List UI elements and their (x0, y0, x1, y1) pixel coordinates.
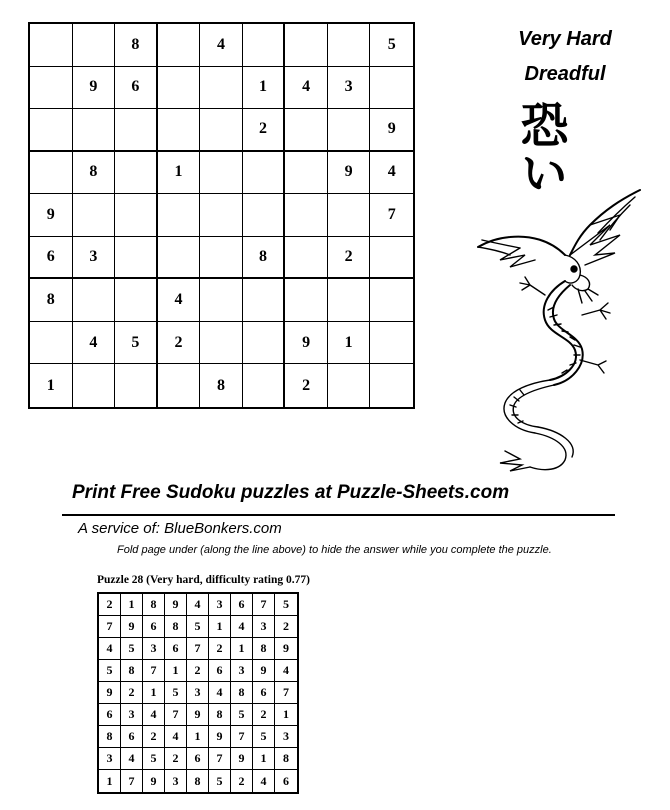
puzzle-cell[interactable] (200, 152, 243, 195)
puzzle-cell[interactable] (285, 279, 328, 322)
answer-cell: 9 (253, 660, 275, 682)
puzzle-cell[interactable]: 6 (30, 237, 73, 280)
answer-cell: 5 (253, 726, 275, 748)
puzzle-cell[interactable] (243, 152, 286, 195)
answer-cell: 6 (187, 748, 209, 770)
answer-cell: 4 (165, 726, 187, 748)
puzzle-cell[interactable] (73, 24, 116, 67)
puzzle-cell[interactable] (30, 24, 73, 67)
answer-cell: 2 (231, 770, 253, 792)
puzzle-cell[interactable] (30, 322, 73, 365)
puzzle-cell[interactable]: 8 (30, 279, 73, 322)
answer-cell: 2 (253, 704, 275, 726)
answer-cell: 7 (121, 770, 143, 792)
answer-cell: 2 (275, 616, 297, 638)
puzzle-cell[interactable] (328, 109, 371, 152)
answer-cell: 4 (275, 660, 297, 682)
answer-cell: 8 (99, 726, 121, 748)
answer-cell: 5 (165, 682, 187, 704)
answer-cell: 2 (143, 726, 165, 748)
puzzle-cell[interactable] (285, 24, 328, 67)
puzzle-cell[interactable] (285, 237, 328, 280)
answer-grid (97, 592, 299, 794)
answer-cell: 2 (121, 682, 143, 704)
puzzle-cell[interactable] (285, 152, 328, 195)
puzzle-cell[interactable]: 2 (328, 237, 371, 280)
puzzle-cell[interactable]: 4 (158, 279, 201, 322)
answer-cell: 3 (253, 616, 275, 638)
puzzle-cell[interactable] (243, 194, 286, 237)
puzzle-cell[interactable]: 2 (243, 109, 286, 152)
answer-cell: 3 (165, 770, 187, 792)
answer-cell: 9 (209, 726, 231, 748)
puzzle-cell[interactable] (115, 237, 158, 280)
answer-cell: 4 (253, 770, 275, 792)
puzzle-cell[interactable]: 6 (115, 67, 158, 110)
puzzle-cell[interactable] (158, 364, 201, 407)
answer-cell: 7 (99, 616, 121, 638)
puzzle-cell[interactable] (285, 109, 328, 152)
answer-cell: 6 (209, 660, 231, 682)
answer-cell: 1 (121, 594, 143, 616)
difficulty-label: Very Hard (518, 28, 612, 50)
answer-cell: 3 (231, 660, 253, 682)
puzzle-cell[interactable] (370, 67, 413, 110)
puzzle-cell[interactable] (200, 194, 243, 237)
answer-cell: 8 (275, 748, 297, 770)
answer-cell: 5 (121, 638, 143, 660)
answer-cell: 4 (143, 704, 165, 726)
dragon-icon (470, 185, 645, 475)
difficulty-descriptor: Dreadful (524, 63, 606, 85)
puzzle-cell[interactable]: 5 (370, 24, 413, 67)
answer-cell: 8 (253, 638, 275, 660)
puzzle-cell[interactable] (370, 237, 413, 280)
puzzle-cell[interactable]: 8 (115, 24, 158, 67)
answer-cell: 3 (275, 726, 297, 748)
puzzle-cell[interactable]: 3 (328, 67, 371, 110)
puzzle-cell[interactable]: 4 (370, 152, 413, 195)
answer-cell: 7 (187, 638, 209, 660)
puzzle-cell[interactable]: 4 (200, 24, 243, 67)
puzzle-cell[interactable] (370, 364, 413, 407)
puzzle-cell[interactable] (115, 364, 158, 407)
answer-cell: 2 (165, 748, 187, 770)
puzzle-cell[interactable] (328, 24, 371, 67)
puzzle-cell[interactable]: 8 (73, 152, 116, 195)
fold-instructions: Fold page under (along the line above) to hide the answer while you complete the puzzle. (117, 544, 552, 556)
puzzle-cell[interactable] (328, 194, 371, 237)
answer-cell: 3 (187, 682, 209, 704)
answer-cell: 5 (231, 704, 253, 726)
answer-cell: 8 (187, 770, 209, 792)
puzzle-cell[interactable] (73, 109, 116, 152)
answer-cell: 1 (275, 704, 297, 726)
answer-cell: 6 (143, 616, 165, 638)
puzzle-cell[interactable]: 8 (243, 237, 286, 280)
answer-cell: 9 (187, 704, 209, 726)
puzzle-cell[interactable] (30, 109, 73, 152)
puzzle-cell[interactable] (73, 279, 116, 322)
answer-cell: 4 (209, 682, 231, 704)
puzzle-cell[interactable]: 4 (73, 322, 116, 365)
answer-cell: 1 (99, 770, 121, 792)
puzzle-cell[interactable]: 9 (285, 322, 328, 365)
answer-cell: 9 (165, 594, 187, 616)
sudoku-puzzle-grid (28, 22, 415, 409)
site-banner: Print Free Sudoku puzzles at Puzzle-Sheets.com (72, 482, 510, 503)
answer-cell: 8 (209, 704, 231, 726)
puzzle-cell[interactable]: 9 (328, 152, 371, 195)
answer-cell: 9 (231, 748, 253, 770)
puzzle-cell[interactable]: 1 (30, 364, 73, 407)
answer-cell: 9 (99, 682, 121, 704)
answer-cell: 6 (253, 682, 275, 704)
puzzle-cell[interactable]: 5 (115, 322, 158, 365)
answer-cell: 3 (99, 748, 121, 770)
puzzle-cell[interactable]: 4 (285, 67, 328, 110)
puzzle-cell[interactable]: 2 (158, 322, 201, 365)
answer-cell: 6 (165, 638, 187, 660)
answer-cell: 2 (99, 594, 121, 616)
puzzle-cell[interactable]: 1 (328, 322, 371, 365)
puzzle-cell[interactable] (370, 279, 413, 322)
puzzle-cell[interactable] (243, 24, 286, 67)
puzzle-cell[interactable] (115, 279, 158, 322)
answer-cell: 4 (187, 594, 209, 616)
fold-line (62, 514, 615, 516)
puzzle-cell[interactable]: 1 (158, 152, 201, 195)
answer-cell: 8 (231, 682, 253, 704)
puzzle-cell[interactable] (158, 67, 201, 110)
answer-cell: 6 (231, 594, 253, 616)
answer-cell: 8 (143, 594, 165, 616)
answer-cell: 3 (209, 594, 231, 616)
answer-cell: 9 (121, 616, 143, 638)
answer-cell: 8 (121, 660, 143, 682)
puzzle-cell[interactable] (158, 24, 201, 67)
puzzle-cell[interactable] (370, 322, 413, 365)
puzzle-cell[interactable] (115, 152, 158, 195)
answer-cell: 1 (231, 638, 253, 660)
answer-cell: 5 (143, 748, 165, 770)
puzzle-cell[interactable] (200, 237, 243, 280)
puzzle-cell[interactable]: 3 (73, 237, 116, 280)
puzzle-cell[interactable]: 1 (243, 67, 286, 110)
puzzle-cell[interactable] (158, 109, 201, 152)
answer-cell: 7 (253, 594, 275, 616)
answer-cell: 5 (275, 594, 297, 616)
puzzle-cell[interactable] (200, 279, 243, 322)
answer-cell: 1 (165, 660, 187, 682)
answer-cell: 5 (209, 770, 231, 792)
puzzle-cell[interactable] (328, 279, 371, 322)
answer-cell: 7 (231, 726, 253, 748)
service-credit: A service of: BlueBonkers.com (78, 520, 282, 537)
answer-title: Puzzle 28 (Very hard, difficulty rating 0.77) (97, 574, 310, 586)
answer-cell: 5 (99, 660, 121, 682)
puzzle-cell[interactable] (115, 194, 158, 237)
answer-cell: 1 (253, 748, 275, 770)
puzzle-cell[interactable] (30, 152, 73, 195)
answer-cell: 4 (121, 748, 143, 770)
puzzle-cell[interactable] (285, 194, 328, 237)
puzzle-cell[interactable] (30, 67, 73, 110)
answer-cell: 7 (275, 682, 297, 704)
puzzle-cell[interactable] (73, 364, 116, 407)
puzzle-cell[interactable] (158, 237, 201, 280)
answer-cell: 4 (99, 638, 121, 660)
answer-cell: 4 (231, 616, 253, 638)
kanji-characters: 恐い (512, 100, 568, 196)
puzzle-cell[interactable]: 9 (73, 67, 116, 110)
answer-cell: 6 (283, 773, 289, 788)
puzzle-cell[interactable] (115, 109, 158, 152)
answer-cell: 2 (209, 638, 231, 660)
answer-cell: 3 (143, 638, 165, 660)
puzzle-cell[interactable] (158, 194, 201, 237)
puzzle-cell[interactable]: 9 (370, 109, 413, 152)
answer-cell: 6 (99, 704, 121, 726)
answer-cell: 6 (121, 726, 143, 748)
puzzle-cell[interactable]: 8 (200, 364, 243, 407)
answer-cell: 1 (143, 682, 165, 704)
answer-cell: 7 (143, 660, 165, 682)
answer-cell: 5 (187, 616, 209, 638)
puzzle-cell[interactable]: 9 (30, 194, 73, 237)
answer-cell: 7 (209, 748, 231, 770)
puzzle-cell[interactable]: 7 (370, 194, 413, 237)
answer-cell: 7 (165, 704, 187, 726)
answer-cell: 9 (143, 770, 165, 792)
puzzle-cell[interactable]: 2 (285, 364, 328, 407)
answer-cell: 9 (275, 638, 297, 660)
answer-cell: 8 (165, 616, 187, 638)
puzzle-cell[interactable] (243, 322, 286, 365)
answer-cell: 3 (121, 704, 143, 726)
puzzle-cell[interactable] (243, 364, 286, 407)
puzzle-cell[interactable] (73, 194, 116, 237)
puzzle-cell[interactable] (328, 364, 371, 407)
answer-cell: 1 (209, 616, 231, 638)
puzzle-cell[interactable] (243, 279, 286, 322)
puzzle-cell[interactable] (200, 322, 243, 365)
puzzle-cell[interactable] (200, 67, 243, 110)
puzzle-cell[interactable] (200, 109, 243, 152)
answer-cell: 1 (187, 726, 209, 748)
answer-cell: 2 (187, 660, 209, 682)
